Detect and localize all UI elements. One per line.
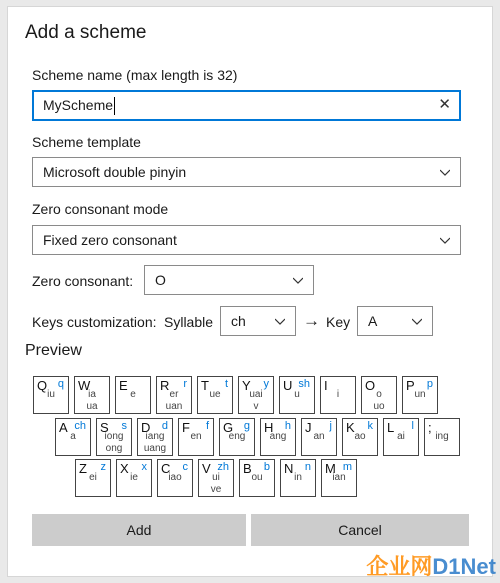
key-letter: J	[305, 420, 312, 435]
key-letter: W	[78, 378, 91, 393]
keyboard-key	[280, 459, 316, 497]
scheme-name-label: Scheme name (max length is 32)	[32, 67, 238, 83]
key-letter: C	[161, 461, 171, 476]
key-shengmu: y	[263, 378, 269, 390]
key-yunmu: en	[190, 431, 202, 442]
key-letter: P	[406, 378, 415, 393]
key-shengmu: t	[224, 378, 228, 390]
zero-consonant-mode-select[interactable]	[32, 225, 461, 255]
keyboard-key	[115, 376, 151, 414]
key-letter: Z	[79, 461, 87, 476]
key-yunmu: ie	[130, 472, 138, 483]
zero-consonant-mode-value: Fixed zero consonant	[43, 232, 177, 248]
key-yunmu: uan	[165, 401, 183, 412]
key-letter: O	[365, 378, 376, 393]
key-yunmu: ue	[209, 389, 221, 400]
keyboard-key	[157, 459, 193, 497]
chevron-down-icon	[293, 275, 303, 285]
key-letter: R	[160, 378, 170, 393]
keyboard-key	[260, 418, 296, 456]
key-yunmu: ang	[269, 431, 287, 442]
key-letter: B	[243, 461, 252, 476]
keyboard-key	[321, 459, 357, 497]
key-letter: M	[325, 461, 336, 476]
keyboard-key	[238, 376, 274, 414]
keyboard-key	[74, 376, 110, 414]
key-shengmu: h	[284, 420, 291, 432]
keyboard-key	[137, 418, 173, 456]
key-shengmu: x	[141, 461, 147, 473]
keyboard-key	[116, 459, 152, 497]
key-shengmu: d	[161, 420, 168, 432]
keyboard-key	[219, 418, 255, 456]
keyboard-key	[75, 459, 111, 497]
arrow-right-icon: →	[303, 311, 320, 330]
key-yunmu: ian	[332, 472, 346, 483]
dialog-title: Add a scheme	[25, 22, 147, 43]
cancel-button[interactable]: Cancel	[251, 514, 469, 546]
key-shengmu: g	[243, 420, 250, 432]
key-shengmu: z	[100, 461, 106, 473]
keyboard-key	[156, 376, 192, 414]
key-yunmu: ei	[89, 472, 97, 483]
key-letter: Q	[37, 378, 48, 393]
key-letter: T	[201, 378, 209, 393]
text-cursor	[114, 97, 115, 115]
key-yunmu: ua	[86, 401, 98, 412]
scheme-name-input[interactable]	[32, 90, 461, 121]
add-button[interactable]: Add	[32, 514, 246, 546]
keyboard-key	[320, 376, 356, 414]
key-shengmu: s	[121, 420, 127, 432]
key-yunmu: ai	[397, 431, 405, 442]
key-yunmu: iong	[104, 431, 124, 442]
zero-consonant-value: O	[155, 272, 166, 288]
keyboard-key	[239, 459, 275, 497]
keyboard-key	[33, 376, 69, 414]
key-yunmu: ing	[435, 431, 449, 442]
key-letter: H	[264, 420, 274, 435]
key-letter: S	[100, 420, 109, 435]
key-yunmu: ia	[88, 389, 96, 400]
keyboard-key	[402, 376, 438, 414]
keyboard-key	[178, 418, 214, 456]
keyboard-key	[279, 376, 315, 414]
key-letter: A	[59, 420, 68, 435]
preview-title: Preview	[25, 342, 82, 359]
key-shengmu: zh	[217, 461, 229, 473]
watermark-logo: 企业网D1Net	[366, 554, 496, 579]
key-yunmu: a	[70, 431, 76, 442]
zero-consonant-mode-label: Zero consonant mode	[32, 201, 169, 217]
key-shengmu: n	[304, 461, 311, 473]
key-yunmu: an	[313, 431, 325, 442]
key-shengmu: b	[263, 461, 270, 473]
scheme-template-select[interactable]	[32, 157, 461, 187]
key-yunmu: v	[253, 401, 259, 412]
key-yunmu: o	[376, 389, 382, 400]
scheme-name-value: MyScheme	[43, 97, 114, 113]
keyboard-key	[342, 418, 378, 456]
chevron-down-icon	[440, 235, 450, 245]
clear-icon[interactable]: ✕	[438, 96, 451, 113]
key-letter: I	[324, 378, 328, 393]
key-label: Key	[326, 314, 351, 330]
key-letter: Y	[242, 378, 251, 393]
key-yunmu: ao	[354, 431, 366, 442]
key-value: A	[368, 313, 378, 329]
key-yunmu: iang	[145, 431, 165, 442]
key-yunmu: u	[294, 389, 300, 400]
key-shengmu: ch	[74, 420, 86, 432]
key-yunmu: uo	[373, 401, 385, 412]
keys-customization-label: Keys customization:	[32, 314, 157, 330]
key-yunmu: ve	[210, 484, 222, 495]
keyboard-key	[197, 376, 233, 414]
key-letter: U	[283, 378, 293, 393]
scheme-template-label: Scheme template	[32, 134, 141, 150]
syllable-label: Syllable	[164, 314, 214, 330]
key-shengmu: f	[205, 420, 209, 432]
key-yunmu: iao	[168, 472, 182, 483]
keyboard-key	[55, 418, 91, 456]
key-letter: K	[346, 420, 355, 435]
key-shengmu: q	[57, 378, 64, 390]
key-yunmu: e	[130, 389, 136, 400]
keyboard-key	[383, 418, 419, 456]
keyboard-key	[301, 418, 337, 456]
key-shengmu: j	[329, 420, 332, 432]
key-yunmu: ui	[212, 472, 220, 483]
key-yunmu: uang	[143, 443, 167, 454]
key-shengmu: r	[183, 378, 187, 390]
key-yunmu: ou	[251, 472, 263, 483]
keyboard-key	[361, 376, 397, 414]
key-yunmu: iu	[47, 389, 55, 400]
key-shengmu: l	[411, 420, 414, 432]
key-letter: E	[119, 378, 128, 393]
key-letter: N	[284, 461, 294, 476]
key-yunmu: ong	[105, 443, 123, 454]
key-letter: L	[387, 420, 395, 435]
key-letter: V	[202, 461, 211, 476]
key-select[interactable]	[357, 306, 433, 336]
key-yunmu: un	[414, 389, 426, 400]
key-shengmu: c	[182, 461, 188, 473]
key-letter: F	[182, 420, 190, 435]
chevron-down-icon	[412, 316, 422, 326]
key-letter: G	[223, 420, 234, 435]
keyboard-key	[424, 418, 460, 456]
keyboard-key	[96, 418, 132, 456]
key-yunmu: in	[294, 472, 302, 483]
key-yunmu: i	[336, 389, 340, 400]
key-shengmu: p	[426, 378, 433, 390]
keyboard-key	[198, 459, 234, 497]
scheme-template-value: Microsoft double pinyin	[43, 164, 187, 180]
chevron-down-icon	[440, 167, 450, 177]
syllable-value: ch	[231, 313, 246, 329]
chevron-down-icon	[275, 316, 285, 326]
key-shengmu: m	[342, 461, 352, 473]
zero-consonant-select[interactable]	[144, 265, 314, 295]
zero-consonant-label: Zero consonant:	[32, 273, 134, 289]
key-yunmu: er	[169, 389, 179, 400]
key-shengmu: sh	[298, 378, 310, 390]
key-letter: X	[120, 461, 129, 476]
key-shengmu: k	[367, 420, 373, 432]
key-yunmu: uai	[249, 389, 263, 400]
key-letter: ;	[428, 420, 432, 435]
key-yunmu: eng	[228, 431, 246, 442]
syllable-select[interactable]	[220, 306, 296, 336]
key-letter: D	[141, 420, 151, 435]
